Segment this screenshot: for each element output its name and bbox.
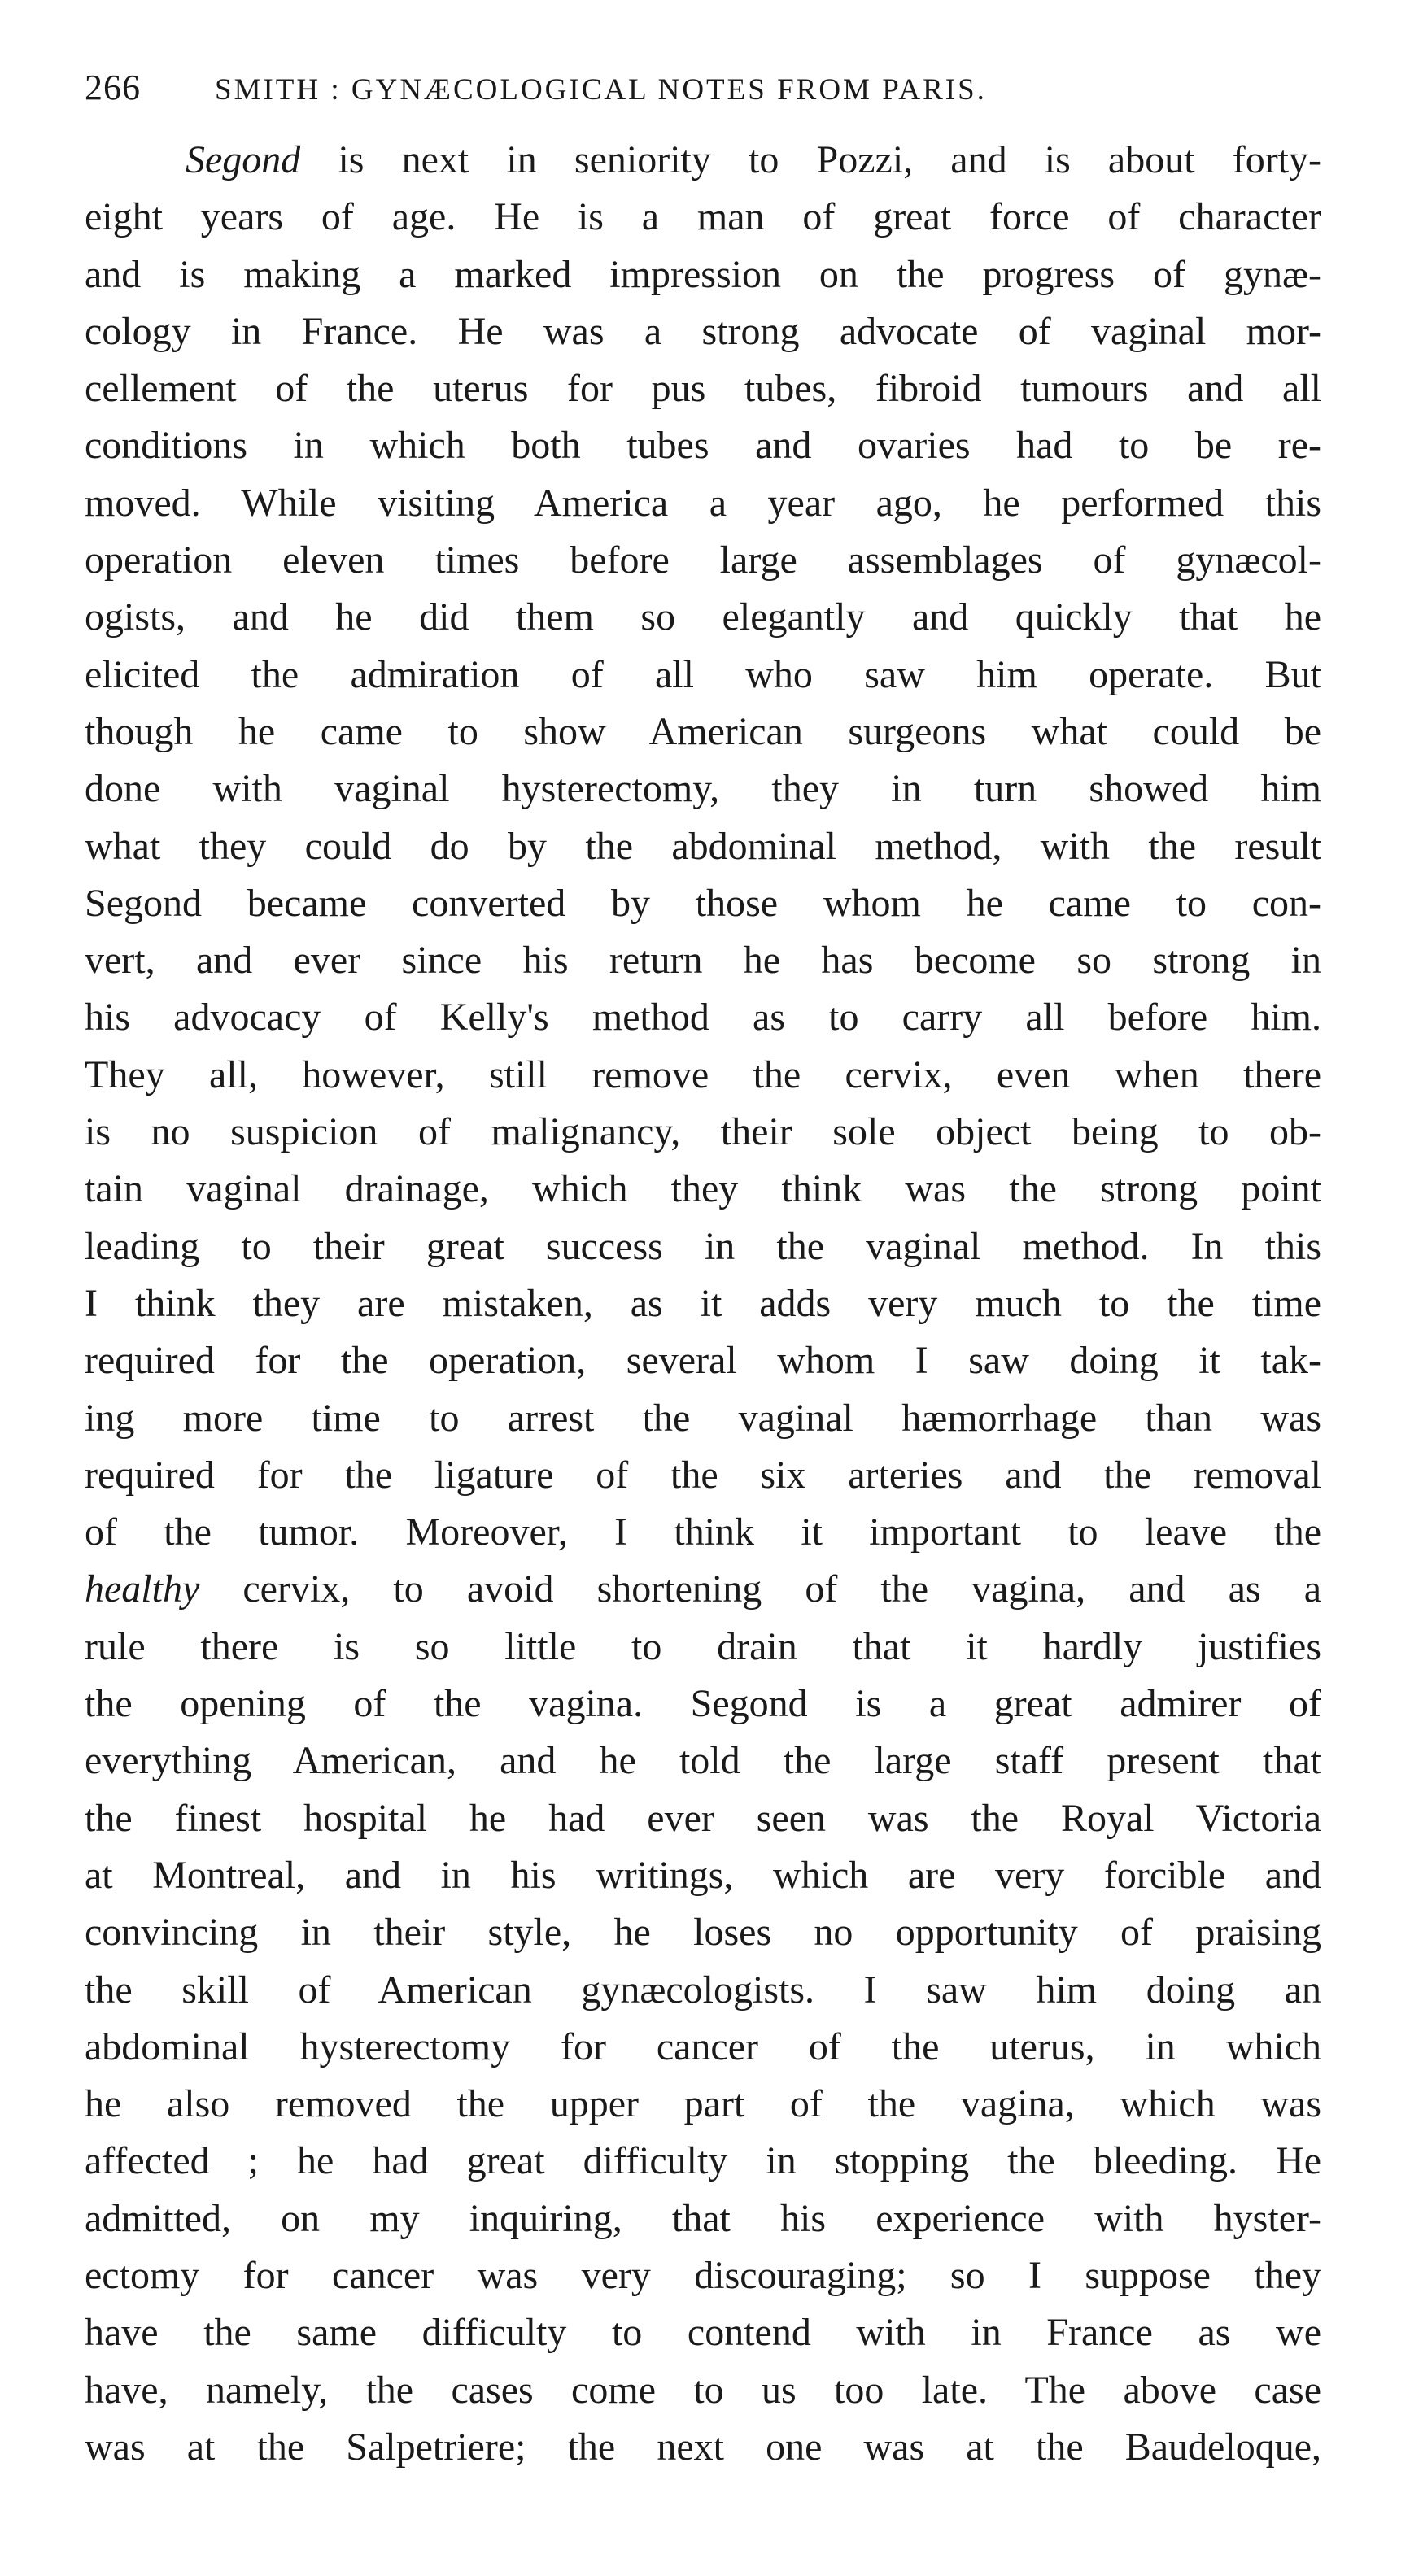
text-segment: was at the Salpetriere; the next one was at the Baudeloque, [85,2425,1321,2469]
text-line [85,1619,1321,1676]
text-line [85,2076,1321,2133]
text-segment: abdominal hysterectomy for cancer of the uterus, in which [85,2025,1321,2068]
text-line [85,1904,1321,1961]
text-segment: They all, however, still remove the cervix, even when there [85,1053,1321,1096]
text-line [85,647,1321,704]
text-line [85,2304,1321,2361]
text-line [85,1275,1321,1332]
running-head [85,67,1321,116]
text-segment: have the same difficulty to contend with in France as we [85,2311,1321,2355]
text-line [85,2362,1321,2419]
text-line [85,246,1321,303]
italic-emphasis: Segond [186,138,301,181]
text-segment: elicited the admiration of all who saw him operate. But [85,652,1321,696]
text-segment: conditions in which both tubes and ovaries had to be re- [85,424,1321,468]
text-line [85,2019,1321,2076]
text-line [85,303,1321,360]
text-line [85,475,1321,532]
text-line [85,818,1321,875]
text-line [85,1676,1321,1733]
text-line [85,1504,1321,1561]
text-segment: admitted, on my inquiring, that his experience with hyster- [85,2196,1321,2240]
text-segment: what they could do by the abdominal method, with the result [85,824,1321,868]
text-segment: though he came to show American surgeons what could be [85,709,1321,753]
text-line [85,875,1321,932]
text-line [85,1962,1321,2019]
text-segment: Segond became converted by those whom he came to con- [85,881,1321,925]
text-line [85,189,1321,246]
text-line [85,1847,1321,1904]
text-line [85,1561,1321,1618]
book-page [85,67,1321,2476]
text-segment: is next in seniority to Pozzi, and is about forty- [300,138,1321,181]
text-segment: eight years of age. He is a man of great force of character [85,195,1321,239]
text-line [85,1733,1321,1789]
text-segment: required for the operation, several whom I saw doing it tak- [85,1339,1321,1383]
text-line [85,1332,1321,1389]
text-segment: tain vaginal drainage, which they think was the strong point [85,1167,1321,1211]
text-segment: done with vaginal hysterectomy, they in turn showed him [85,767,1321,811]
text-line [85,1790,1321,1847]
text-line [85,417,1321,474]
text-segment: ectomy for cancer was very discouraging; so I suppose they [85,2253,1321,2297]
text-line [85,1104,1321,1161]
text-line [85,2419,1321,2476]
text-segment: convincing in their style, he loses no opportunity of praising [85,1911,1321,1955]
text-segment: ogists, and he did them so elegantly and quickly that he [85,595,1321,639]
text-segment: rule there is so little to drain that it hardly justifies [85,1624,1321,1668]
text-segment: the skill of American gynæcologists. I saw him doing an [85,1968,1321,2012]
text-segment: he also removed the upper part of the vagina, which was [85,2082,1321,2126]
text-line [85,1047,1321,1104]
text-line [85,2247,1321,2304]
text-line [85,704,1321,761]
text-line [85,360,1321,417]
text-line [85,1161,1321,1218]
text-line [85,761,1321,817]
text-segment: ing more time to arrest the vaginal hæmorrhage than was [85,1396,1321,1440]
text-line [85,1447,1321,1504]
text-segment: the finest hospital he had ever seen was the Royal Victoria [85,1796,1321,1840]
text-line [85,932,1321,989]
text-line [85,589,1321,646]
text-segment: cology in France. He was a strong advocate of vaginal mor- [85,309,1321,353]
text-line [85,532,1321,589]
text-line [85,2133,1321,2190]
text-segment: at Montreal, and in his writings, which are very forcible and [85,1853,1321,1897]
text-segment: I think they are mistaken, as it adds very much to the time [85,1281,1321,1325]
italic-emphasis: healthy [85,1567,200,1611]
text-line [85,132,1321,189]
text-segment: vert, and ever since his return he has become so strong in [85,939,1321,983]
text-line [85,1390,1321,1447]
text-segment: affected ; he had great difficulty in stopping the bleeding. He [85,2139,1321,2183]
text-segment: his advocacy of Kelly's method as to carry all before him. [85,996,1321,1040]
text-segment: cellement of the uterus for pus tubes, fibroid tumours and all [85,367,1321,411]
page-number: 266 [85,68,141,107]
text-line [85,989,1321,1046]
text-segment: have, namely, the cases come to us too late. The above case [85,2368,1321,2412]
text-segment: of the tumor. Moreover, I think it important to leave the [85,1510,1321,1554]
text-line [85,2190,1321,2247]
text-line [85,1218,1321,1275]
text-segment: the opening of the vagina. Segond is a great admirer of [85,1682,1321,1726]
text-segment: and is making a marked impression on the progress of gynæ- [85,252,1321,296]
running-title: SMITH : GYNÆCOLOGICAL NOTES FROM PARIS. [215,73,987,107]
text-segment: everything American, and he told the large staff present that [85,1739,1321,1783]
text-segment: leading to their great success in the vaginal method. In this [85,1224,1321,1268]
text-segment: required for the ligature of the six arteries and the removal [85,1453,1321,1497]
text-segment: is no suspicion of malignancy, their sole object being to ob- [85,1110,1321,1154]
text-segment: moved. While visiting America a year ago, he performed this [85,481,1321,525]
text-segment: cervix, to avoid shortening of the vagina, and as a [199,1567,1321,1611]
body-paragraph [85,132,1321,2476]
text-segment: operation eleven times before large assemblages of gynæcol- [85,538,1321,582]
